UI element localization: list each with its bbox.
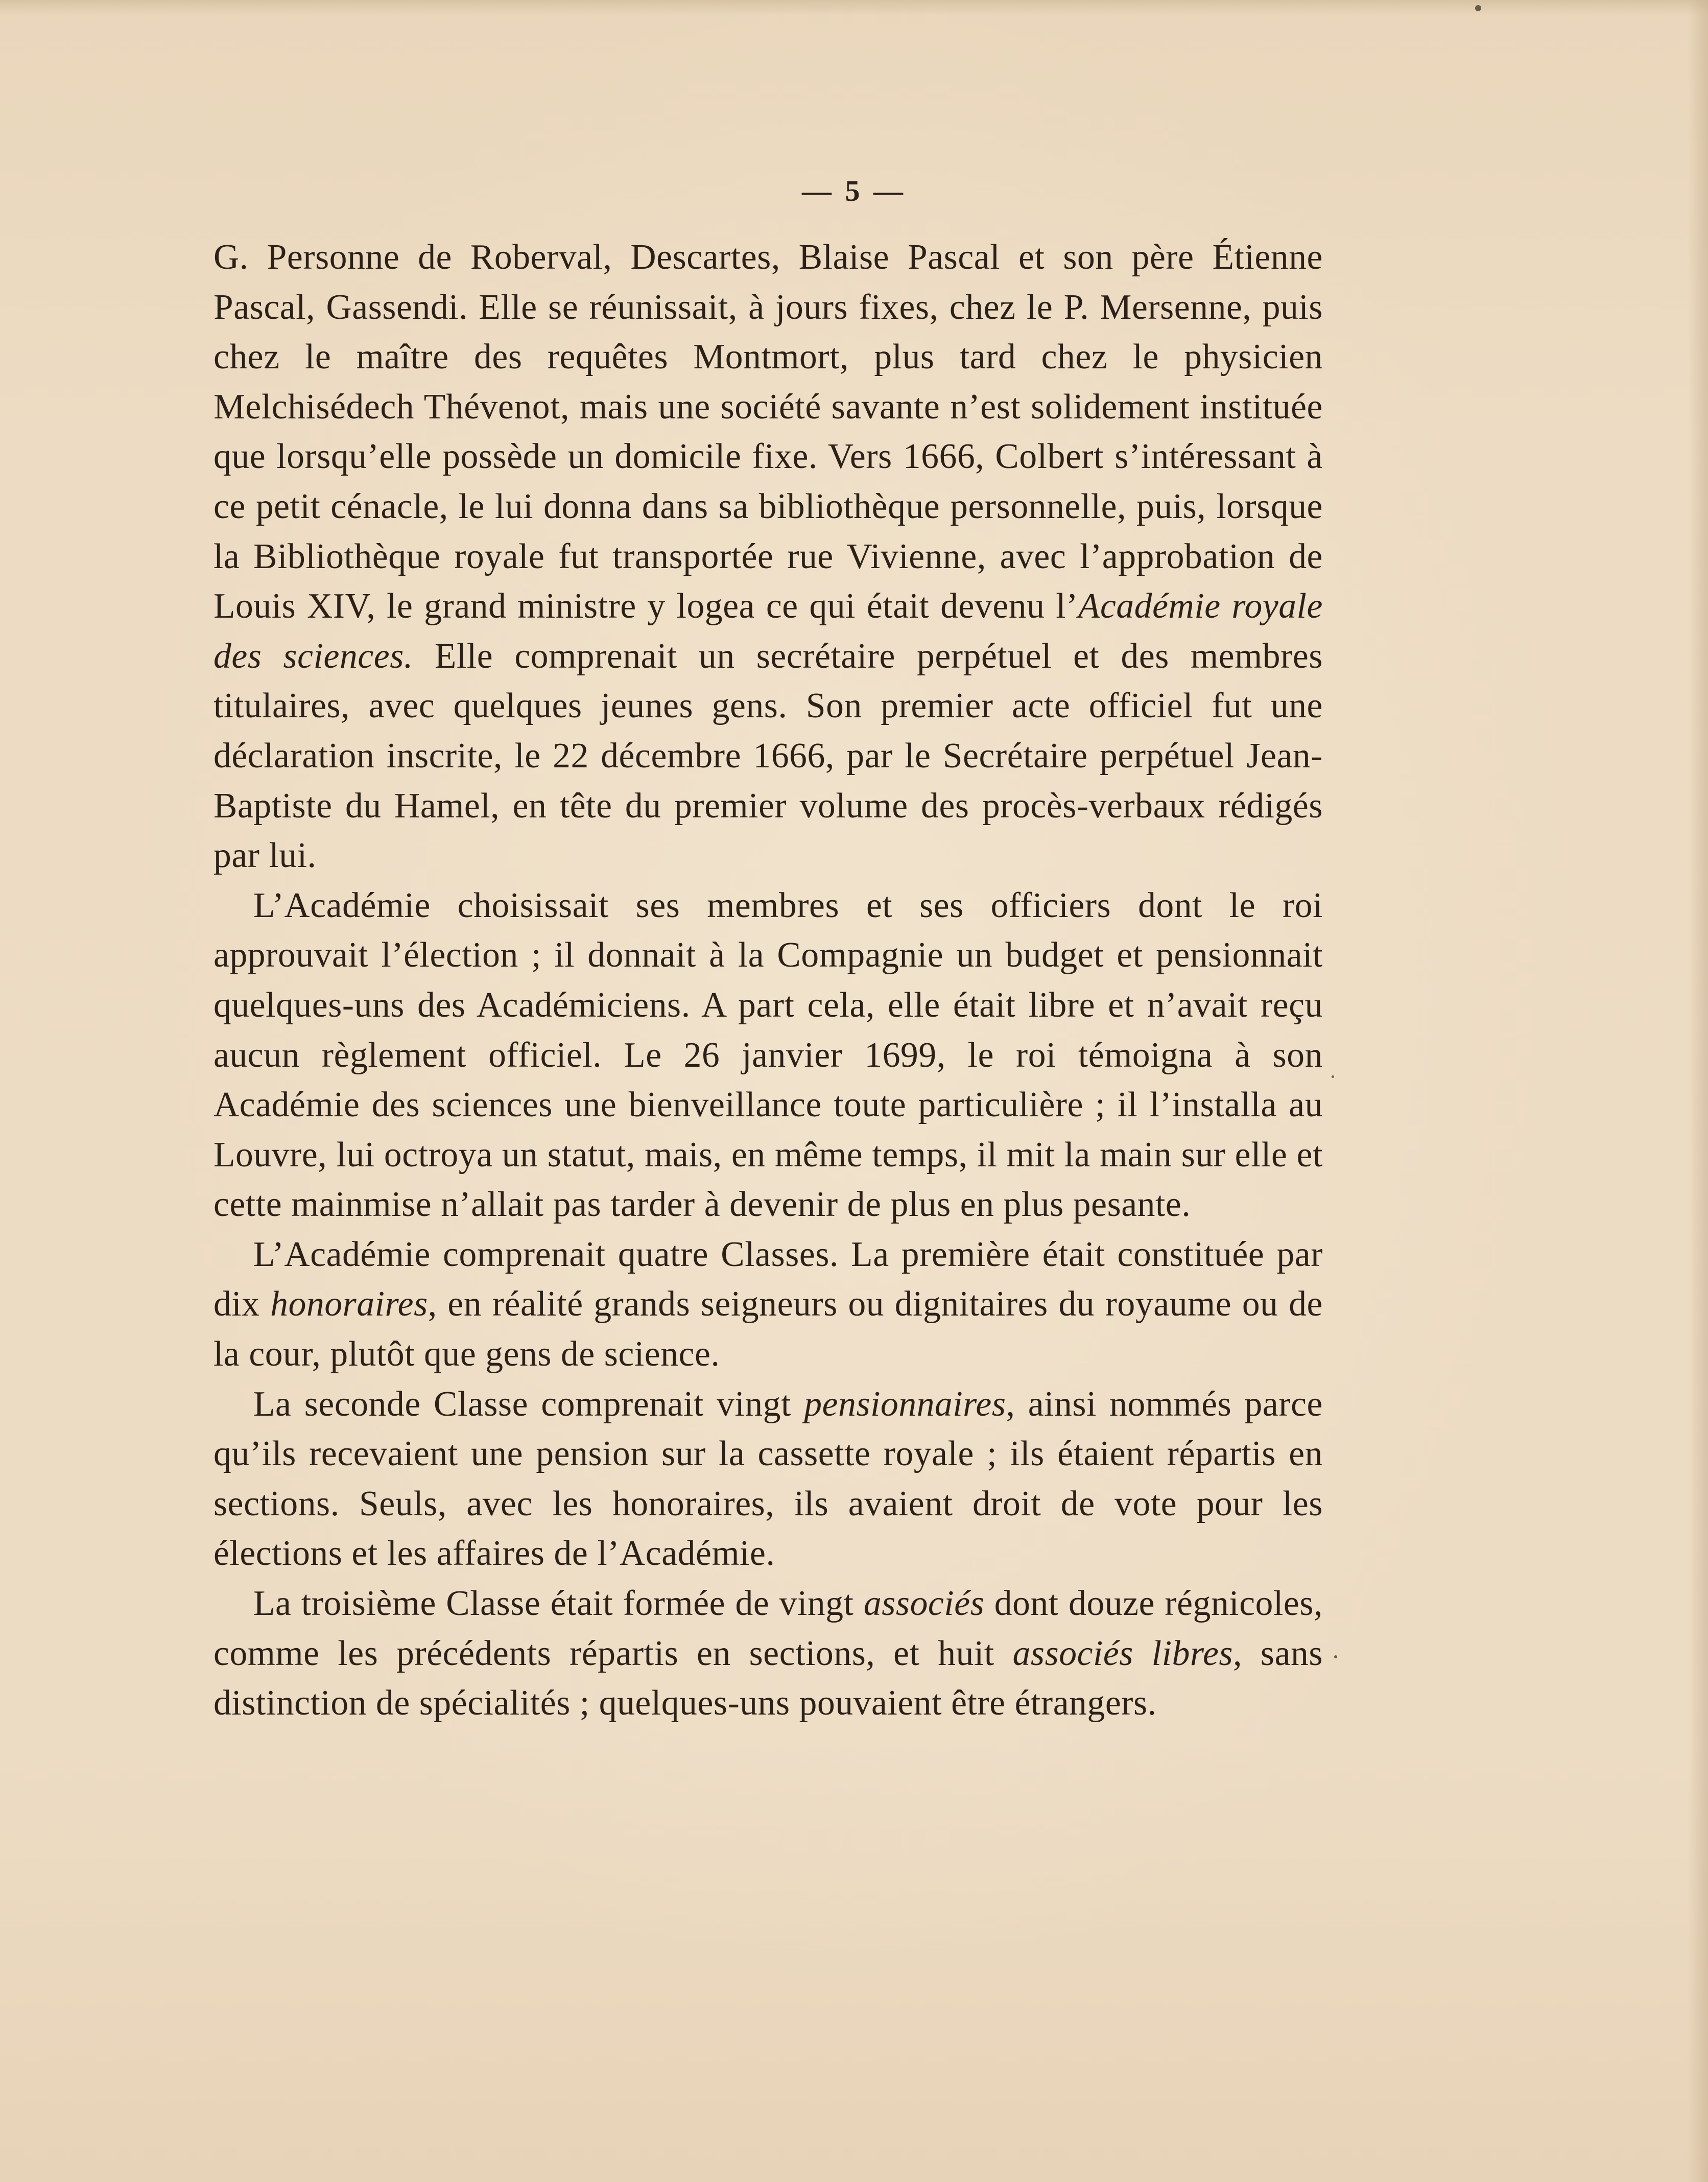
paper-speck xyxy=(1475,5,1481,11)
text-segment: , sans distinction de spécialités ; quelques-uns pouvaient être étrangers. xyxy=(214,1633,1323,1723)
paragraph-4 xyxy=(214,1379,1323,1579)
body-text xyxy=(214,232,1323,1728)
text-segment: Elle comprenait un secrétaire perpétuel et des membres titulaires, avec quelques jeunes gens. Son premier acte officiel fut une déclaration inscrite, le 22 décembre 1666, par le Secrétaire perpétuel Jean-Baptiste du Hamel, en tête du premier volume des procès-verbaux rédigés par lui. xyxy=(214,636,1323,876)
italic-segment: pensionnaires xyxy=(804,1384,1006,1424)
paragraph-3 xyxy=(214,1230,1323,1379)
text-segment: G. Personne de Roberval, Descartes, Blaise Pascal et son père Étienne Pascal, Gassendi. Elle se réunissait, à jours fixes, chez le P. Mersenne, puis chez le maître des requêtes Montmort, plus tard chez le physicien Melchisédech Thévenot, mais une société savante n’est solidement instituée que lorsqu’elle possède un domicile fixe. Vers 1666, Colbert s’intéressant à ce petit cénacle, le lui donna dans sa bibliothèque personnelle, puis, lorsque la Bibliothèque royale fut transportée rue Vivienne, avec l’approbation de Louis XIV, le grand ministre y logea ce qui était devenu l’ xyxy=(214,238,1323,626)
italic-segment: Académie royale des sciences. xyxy=(214,586,1323,676)
text-segment: L’Académie comprenait quatre Classes. La première était constituée par dix xyxy=(214,1234,1323,1324)
italic-segment: associés xyxy=(863,1584,985,1624)
text-segment: , ainsi nommés parce qu’ils recevaient une pension sur la cassette royale ; ils étaient répartis en sections. Seuls, avec les honoraires, ils avaient droit de vote pour les élections et les affaires de l’Académie. xyxy=(214,1384,1323,1574)
paragraph-1 xyxy=(214,232,1323,881)
italic-segment: honoraires xyxy=(270,1284,428,1324)
paper-speck xyxy=(1332,1075,1334,1078)
paragraph-5 xyxy=(214,1579,1323,1728)
text-segment: , en réalité grands seigneurs ou dignitaires du royaume ou de la cour, plutôt que gens de science. xyxy=(214,1284,1323,1374)
text-segment: La seconde Classe comprenait vingt xyxy=(253,1384,804,1424)
text-segment: L’Académie choisissait ses membres et ses officiers dont le roi approuvait l’élection ; il donnait à la Compagnie un budget et pensionnait quelques-uns des Académiciens. A part cela, elle était libre et n’avait reçu aucun règlement officiel. Le 26 janvier 1699, le roi témoigna à son Académie des sciences une bienveillance toute particulière ; il l’installa au Louvre, lui octroya un statut, mais, en même temps, il mit la main sur elle et cette mainmise n’allait pas tarder à devenir de plus en plus pesante. xyxy=(214,885,1323,1225)
page-edge-right xyxy=(1688,0,1708,2182)
text-segment: La troisième Classe était formée de vingt xyxy=(253,1584,864,1624)
paragraph-2 xyxy=(214,881,1323,1230)
page-number: — 5 — xyxy=(802,174,906,207)
page-edge-top xyxy=(0,0,1708,15)
paper-speck xyxy=(1334,1655,1337,1658)
italic-segment: associés libres xyxy=(1012,1633,1233,1673)
text-segment: dont douze régnicoles, comme les précédents répartis en sections, et huit xyxy=(214,1584,1323,1673)
